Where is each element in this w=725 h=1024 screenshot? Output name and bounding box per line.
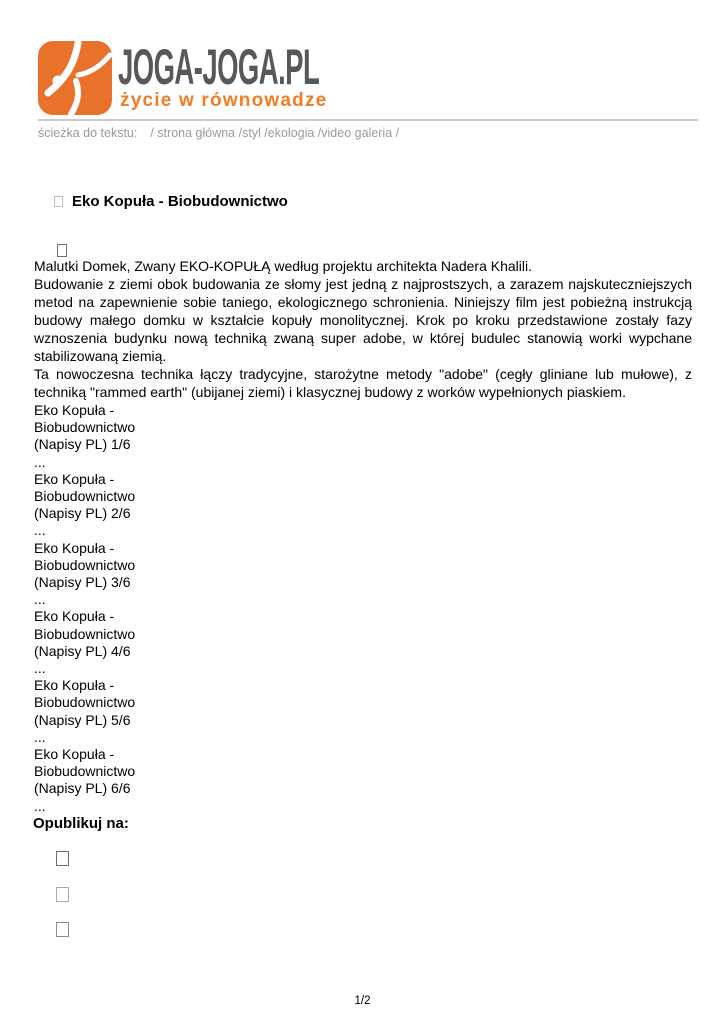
video-link-line: Eko Kopuła -: [34, 746, 115, 763]
article-body: [34, 257, 692, 401]
share-icon-placeholder[interactable]: [56, 922, 69, 937]
video-link-line: Biobudownictwo: [34, 488, 136, 505]
video-link-line: Biobudownictwo: [34, 419, 136, 436]
video-link-line: (Napisy PL) 1/6: [34, 436, 131, 453]
article-title-row: [54, 193, 288, 210]
video-link-ellipsis: ...: [34, 591, 46, 608]
video-link-line: (Napisy PL) 6/6: [34, 780, 131, 797]
video-list: [34, 402, 294, 815]
logo-tagline: życie w równowadze: [120, 90, 328, 111]
video-link-line: (Napisy PL) 3/6: [34, 574, 131, 591]
video-link-line: Biobudownictwo: [34, 625, 136, 642]
video-link-line: Eko Kopuła -: [34, 402, 115, 418]
logo-title: JOGA-JOGA.PL: [118, 39, 320, 95]
paragraph: Malutki Domek, Zwany EKO-KOPUŁĄ według projektu architekta Nadera Khalili.: [34, 258, 532, 274]
breadcrumb-path[interactable]: / strona główna /styl /ekologia /video galeria /: [150, 126, 400, 140]
video-link-item[interactable]: [34, 402, 294, 471]
video-link-item[interactable]: [34, 540, 294, 609]
broken-image-placeholder-icon: [54, 196, 63, 207]
video-link-line: Eko Kopuła -: [34, 470, 115, 487]
joga-joga-logo-icon: [38, 41, 112, 115]
video-link-item[interactable]: [34, 677, 294, 746]
paragraph: Budowanie z ziemi obok budowania ze słomy jest jedną z najprostszych, a zarazem najskuteczniejszych metod na zapewnienie sobie taniego, ekologicznego schronienia. Niniejszy film jest pobieżną instrukcją budowy małego domku w kształcie kopuły monolitycznej. Krok po kroku przedstawione zostały fazy wznoszenia budynku nową techniką zwaną super adobe, w której budulec stanowią worki wypchane stabilizowaną ziemią.: [34, 276, 692, 364]
header-divider: [38, 119, 698, 121]
video-link-line: (Napisy PL) 5/6: [34, 711, 131, 728]
share-icon-placeholder[interactable]: [56, 851, 69, 866]
video-link-ellipsis: ...: [34, 797, 46, 814]
breadcrumb: [38, 126, 399, 140]
breadcrumb-label: ścieżka do tekstu:: [38, 126, 138, 140]
video-link-item[interactable]: [34, 608, 294, 677]
video-link-ellipsis: ...: [34, 728, 46, 745]
publish-on-label: Opublikuj na:: [33, 815, 129, 832]
page-number: 1/2: [354, 995, 371, 1007]
video-link-line: Biobudownictwo: [34, 763, 136, 780]
share-icon-placeholder[interactable]: [56, 887, 69, 902]
paragraph: Ta nowoczesna technika łączy tradycyjne, starożytne metody "adobe" (cegły gliniane lub mułowe), z techniką "rammed earth" (ubijanej ziemi) i klasycznej budowy z worków wypełnionych piaskiem.: [34, 366, 692, 400]
video-link-line: (Napisy PL) 4/6: [34, 642, 131, 659]
video-link-line: Eko Kopuła -: [34, 677, 115, 694]
video-link-ellipsis: ...: [34, 660, 46, 677]
broken-image-placeholder-icon: [57, 244, 67, 257]
page-title: Eko Kopuła - Biobudownictwo: [72, 193, 288, 210]
video-link-line: Biobudownictwo: [34, 694, 136, 711]
video-link-item[interactable]: [34, 746, 294, 815]
video-link-ellipsis: ...: [34, 453, 46, 470]
video-link-item[interactable]: [34, 471, 294, 540]
video-link-line: Eko Kopuła -: [34, 608, 115, 625]
video-link-line: Eko Kopuła -: [34, 539, 115, 556]
video-link-line: Biobudownictwo: [34, 556, 136, 573]
video-link-ellipsis: ...: [34, 522, 46, 539]
video-link-line: (Napisy PL) 2/6: [34, 505, 131, 522]
